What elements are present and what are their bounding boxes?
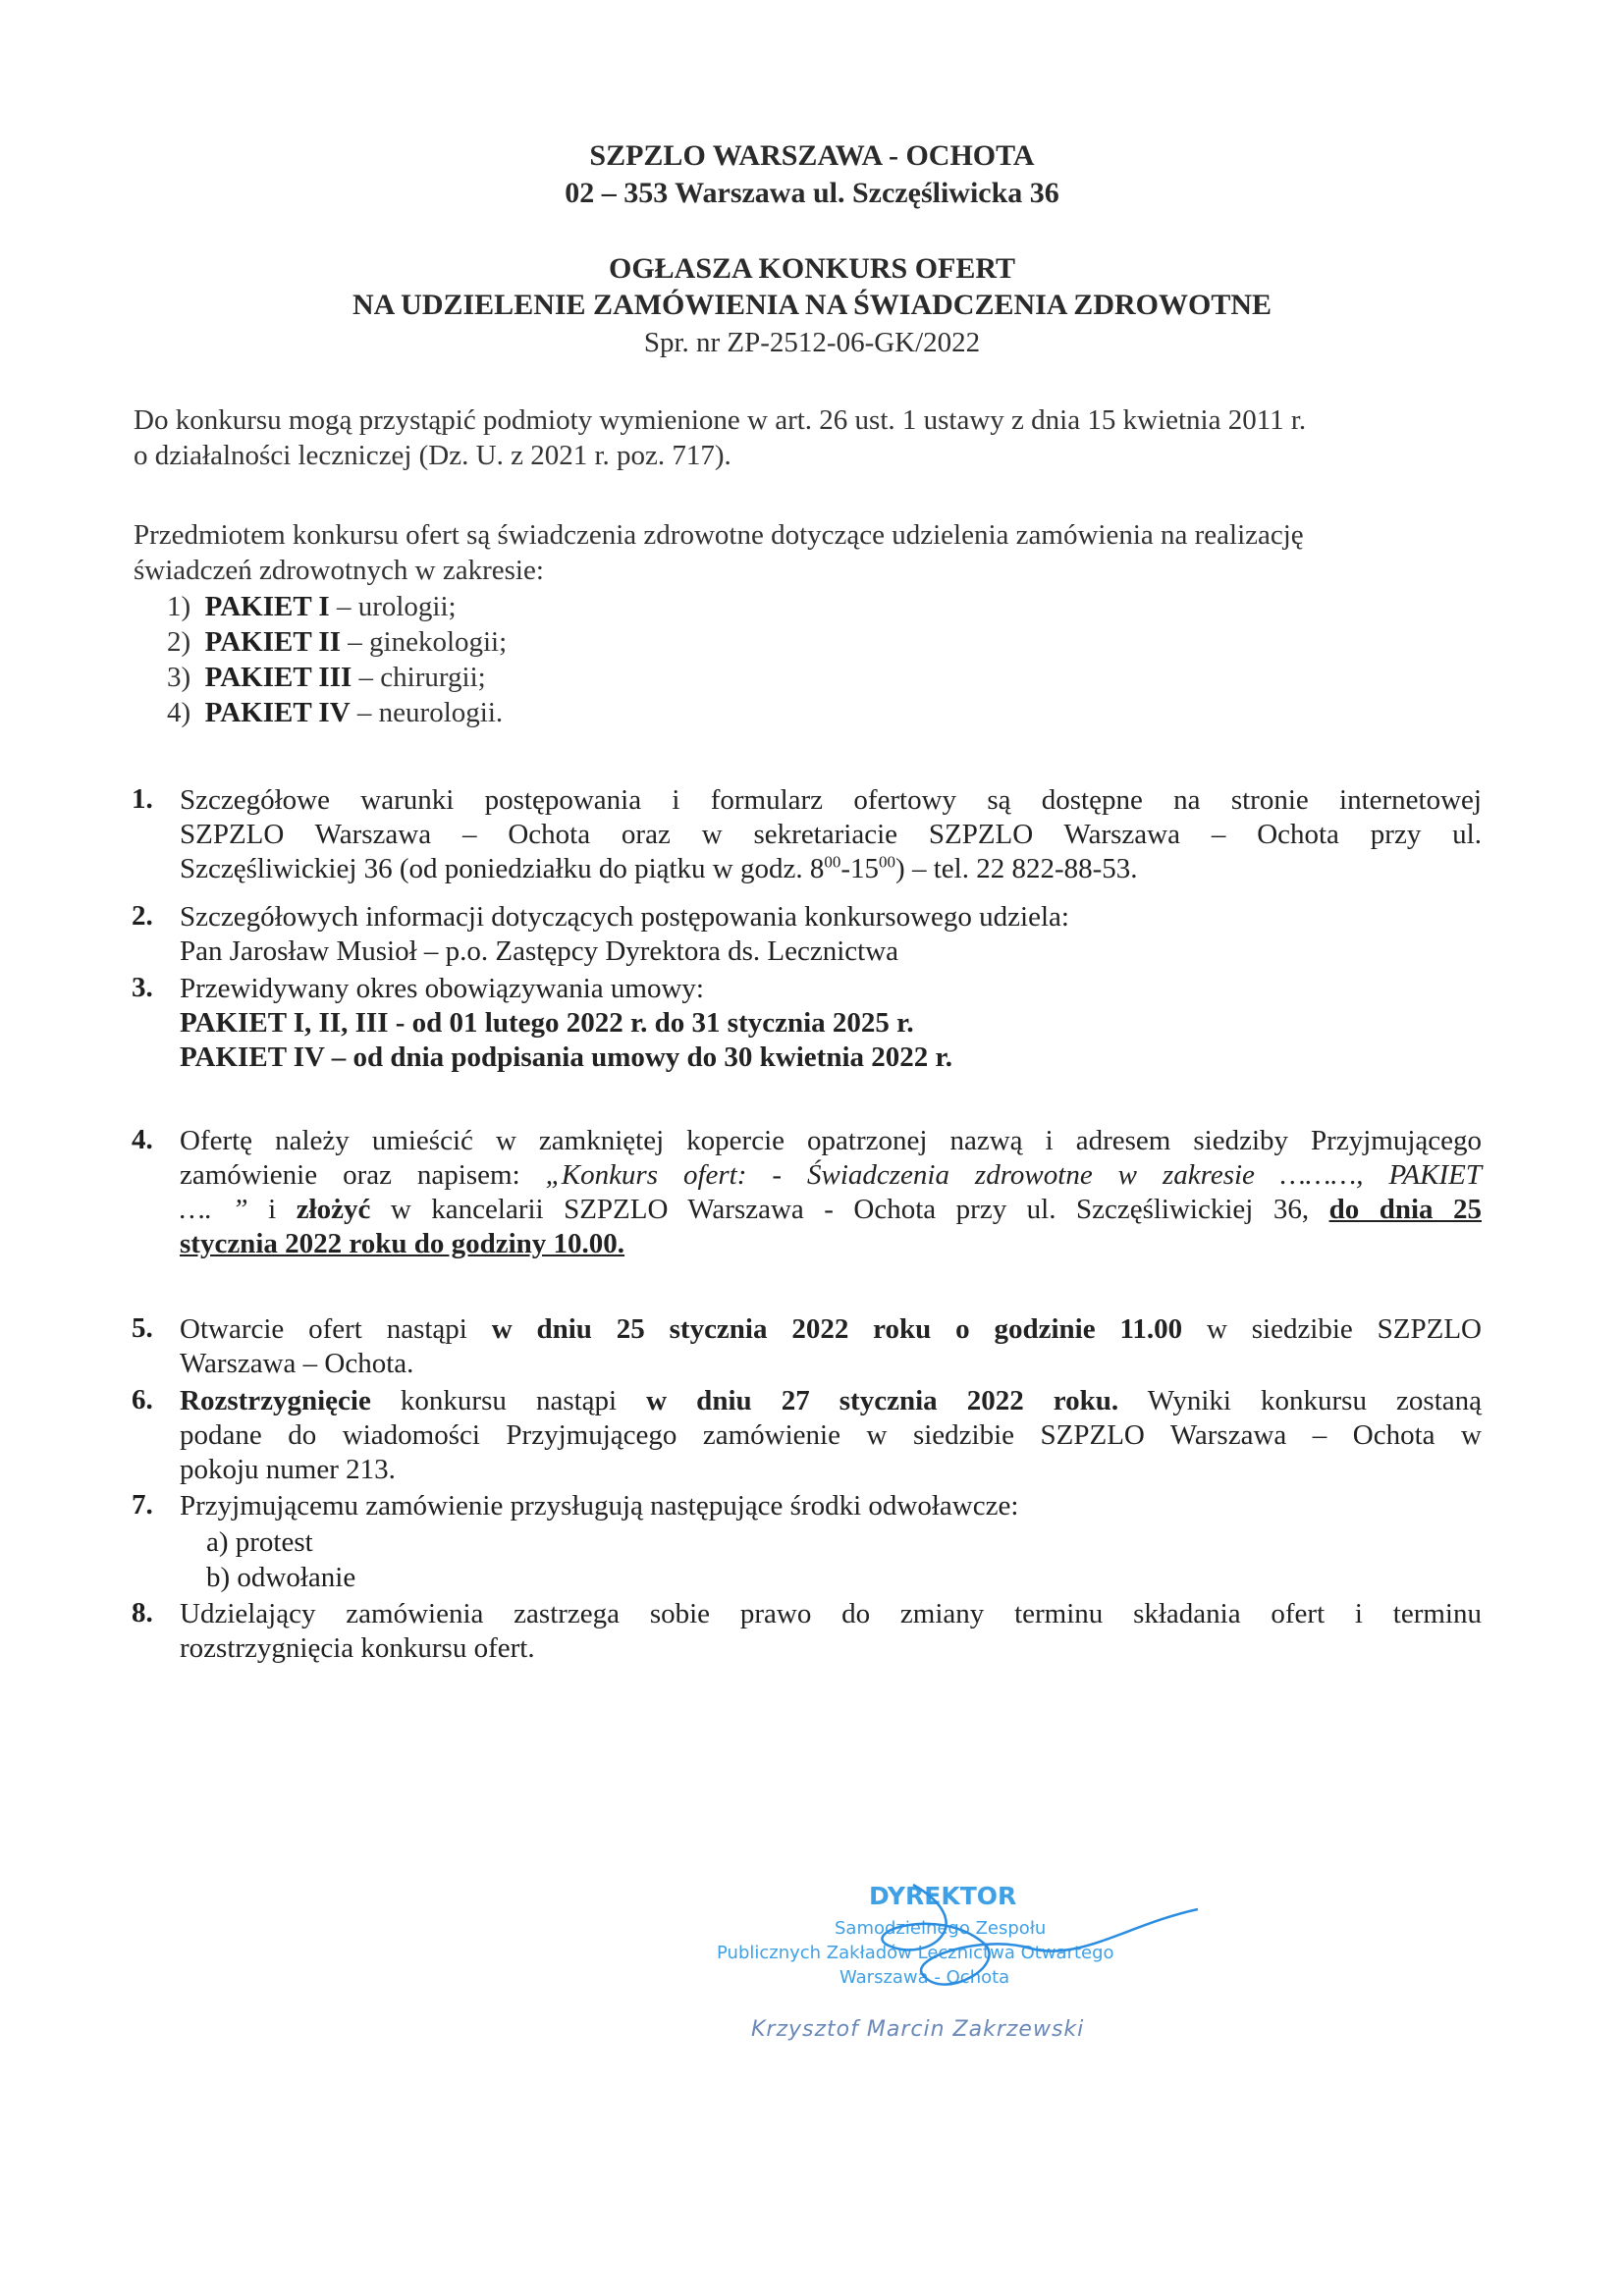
package-item <box>167 624 507 660</box>
remedy-item: b) odwołanie <box>206 1562 356 1593</box>
item-5-line1 <box>180 1312 1482 1347</box>
package-desc: – chirurgii; <box>358 662 486 693</box>
item-number: 3. <box>132 972 153 1003</box>
item-8-line1: Udzielający zamówienia zastrzega sobie prawo do zmiany terminu składania ofert i terminu <box>180 1598 1482 1629</box>
item-1-line3 <box>180 852 1482 886</box>
item-7-line1: Przyjmującemu zamówienie przysługują następujące środki odwoławcze: <box>180 1490 1019 1522</box>
stamp-line-3: Publicznych Zakładów Lecznictwa Otwartego <box>717 1943 1114 1963</box>
opening-date: w dniu 25 stycznia 2022 roku o godzinie 11.00 <box>491 1313 1183 1345</box>
item-number: 1. <box>132 783 153 815</box>
stamp-line-2: Samodzielnego Zespołu <box>835 1918 1047 1939</box>
item-4-line1: Ofertę należy umieścić w zamkniętej kopercie opatrzonej nazwą i adresem siedziby Przyjmującego <box>180 1125 1482 1156</box>
org-name: SZPZLO WARSZAWA - OCHOTA <box>589 139 1035 172</box>
package-number: 1) <box>167 591 191 622</box>
item-6-line1 <box>180 1384 1482 1418</box>
intro-p2-line2: świadczeń zdrowotnych w zakresie: <box>134 555 544 586</box>
intro-p1-line2: o działalności leczniczej (Dz. U. z 2021 r. poz. 717). <box>134 440 731 471</box>
director-name: Krzysztof Marcin Zakrzewski <box>751 2017 1085 2042</box>
package-number: 4) <box>167 697 191 728</box>
package-number: 3) <box>167 662 191 693</box>
item-3-line2: PAKIET I, II, III - od 01 lutego 2022 r. do 31 stycznia 2025 r. <box>180 1007 914 1039</box>
item-4 <box>180 1124 1482 1261</box>
item-6-line3: pokoju numer 213. <box>180 1454 396 1485</box>
resolution-date: w dniu 27 stycznia 2022 roku. <box>646 1385 1119 1416</box>
item-number: 8. <box>132 1597 153 1629</box>
item-number: 7. <box>132 1489 153 1521</box>
intro-paragraph-1 <box>134 402 1494 473</box>
package-number: 2) <box>167 626 191 658</box>
item-4-text: i <box>247 1194 297 1225</box>
item-number: 6. <box>132 1384 153 1415</box>
stamp-line-1: DYREKTOR <box>869 1882 1017 1910</box>
submit-text: złożyć <box>296 1194 371 1225</box>
item-8-line2: rozstrzygnięcia konkursu ofert. <box>180 1632 535 1664</box>
stamp-line-4: Warszawa - Ochota <box>839 1967 1010 1988</box>
package-name: PAKIET II <box>204 626 342 658</box>
header-block <box>0 137 1624 212</box>
case-number: Spr. nr ZP-2512-06-GK/2022 <box>643 327 981 358</box>
item-5-line2: Warszawa – Ochota. <box>180 1348 414 1379</box>
announcement-subtitle: NA UDZIELENIE ZAMÓWIENIA NA ŚWIADCZENIA ZDROWOTNE <box>352 289 1272 321</box>
item-4-line2 <box>180 1158 1482 1193</box>
item-2 <box>180 900 1482 969</box>
item-6-line2: podane do wiadomości Przyjmującego zamówienie w siedzibie SZPZLO Warszawa – Ochota w <box>180 1419 1482 1451</box>
intro-paragraph-2 <box>134 517 1494 588</box>
item-number: 5. <box>132 1312 153 1344</box>
intro-p2-line1: Przedmiotem konkursu ofert są świadczenia zdrowotne dotyczące udzielenia zamówienia na realizację <box>134 519 1304 551</box>
hours-sup: 00 <box>879 852 896 872</box>
remedy-list <box>206 1524 355 1595</box>
org-address: 02 – 353 Warszawa ul. Szczęśliwicka 36 <box>565 177 1059 209</box>
package-name: PAKIET IV <box>204 697 351 728</box>
package-name: PAKIET I <box>204 591 330 622</box>
hours-sup: 00 <box>824 852 841 872</box>
item-5 <box>180 1312 1482 1381</box>
item-3 <box>180 972 1482 1075</box>
package-item <box>167 589 507 624</box>
deadline-text: stycznia 2022 roku do godziny 10.00. <box>180 1228 625 1259</box>
item-6 <box>180 1384 1482 1487</box>
package-name: PAKIET III <box>204 662 352 693</box>
item-1-line2: SZPZLO Warszawa – Ochota oraz w sekretariacie SZPZLO Warszawa – Ochota przy ul. <box>180 819 1482 850</box>
announcement-title: OGŁASZA KONKURS OFERT <box>608 252 1016 285</box>
item-5-text: Otwarcie ofert nastąpi <box>180 1313 492 1345</box>
item-4-text: w kancelarii SZPZLO Warszawa - Ochota przy ul. Szczęśliwickiej 36, <box>370 1194 1329 1225</box>
item-1 <box>180 783 1482 886</box>
item-8 <box>180 1597 1482 1666</box>
item-number: 4. <box>132 1124 153 1155</box>
item-2-line2: Pan Jarosław Musioł – p.o. Zastępcy Dyrektora ds. Lecznictwa <box>180 935 899 967</box>
package-desc: – urologii; <box>336 591 457 622</box>
package-item <box>167 660 507 695</box>
item-2-line1: Szczegółowych informacji dotyczących postępowania konkursowego udziela: <box>180 901 1069 933</box>
director-stamp <box>687 1865 1237 2091</box>
item-5-text: w siedzibie SZPZLO <box>1182 1313 1482 1345</box>
stamp-graphic <box>687 1865 1237 2091</box>
package-list <box>167 589 507 730</box>
item-4-line3 <box>180 1193 1482 1227</box>
item-6-text: konkursu nastąpi <box>370 1385 647 1416</box>
item-1-line1: Szczegółowe warunki postępowania i formularz ofertowy są dostępne na stronie internetowej <box>180 784 1482 816</box>
title-block <box>0 250 1624 323</box>
hours-text: -15 <box>840 853 880 884</box>
item-number: 2. <box>132 900 153 932</box>
deadline-text: do dnia 25 <box>1328 1194 1482 1225</box>
package-item <box>167 695 507 730</box>
item-4-text: zamówienie oraz napisem: <box>180 1159 546 1191</box>
package-desc: – ginekologii; <box>348 626 508 658</box>
phone-text: ) – tel. 22 822-88-53. <box>895 853 1138 884</box>
item-3-line1: Przewidywany okres obowiązywania umowy: <box>180 973 704 1004</box>
package-desc: – neurologii. <box>356 697 504 728</box>
envelope-label: …. ” <box>180 1194 248 1225</box>
resolution-label: Rozstrzygnięcie <box>180 1385 371 1416</box>
item-6-text: Wyniki konkursu zostaną <box>1118 1385 1482 1416</box>
hours-text: Szczęśliwickiej 36 (od poniedziałku do piątku w godz. 8 <box>180 853 825 884</box>
item-3-line3: PAKIET IV – od dnia podpisania umowy do 30 kwietnia 2022 r. <box>180 1041 952 1073</box>
remedy-item: a) protest <box>206 1526 313 1558</box>
intro-p1-line1: Do konkursu mogą przystąpić podmioty wymienione w art. 26 ust. 1 ustawy z dnia 15 kwietnia 2011 r. <box>134 404 1307 436</box>
item-7 <box>180 1489 1482 1523</box>
envelope-label: „Konkurs ofert: - Świadczenia zdrowotne w zakresie ………, PAKIET <box>545 1159 1482 1191</box>
